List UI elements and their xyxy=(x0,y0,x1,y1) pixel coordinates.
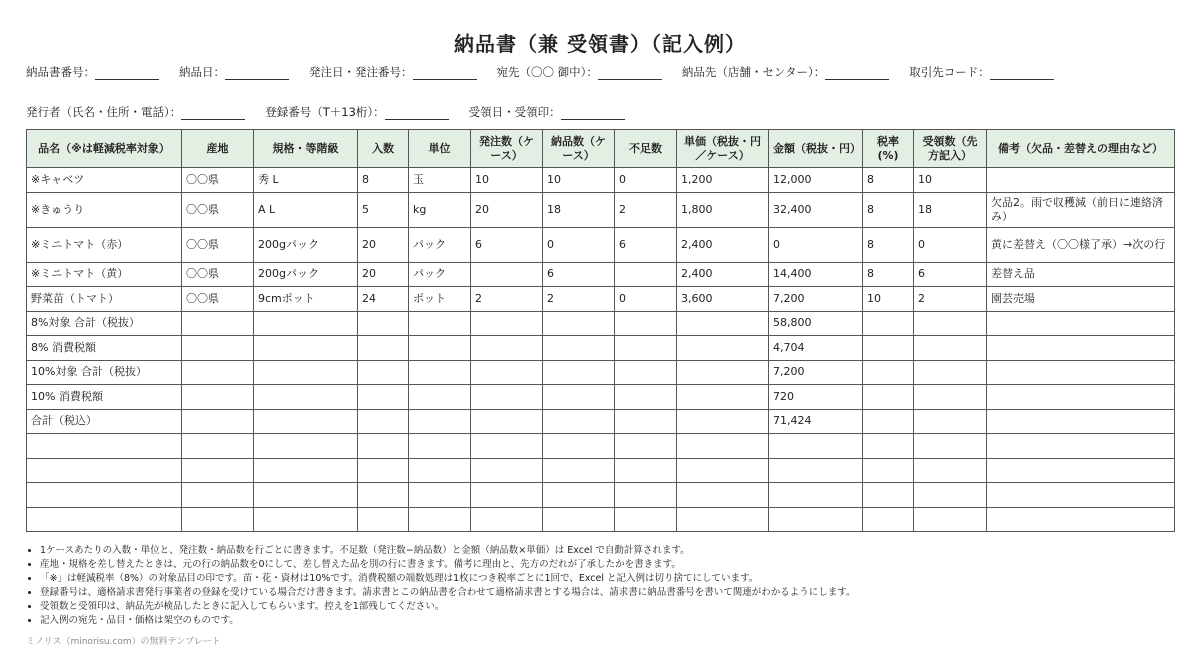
table-cell xyxy=(543,507,615,532)
table-cell xyxy=(677,336,769,361)
table-row xyxy=(27,483,1175,508)
table-cell: パック xyxy=(409,227,471,262)
table-cell xyxy=(182,458,254,483)
table-cell: 10%対象 合計（税抜） xyxy=(27,360,182,385)
table-cell xyxy=(471,336,543,361)
field-3 xyxy=(497,64,662,80)
table-cell xyxy=(863,483,914,508)
table-cell xyxy=(987,311,1175,336)
table-cell xyxy=(769,507,863,532)
table-cell xyxy=(254,336,358,361)
delivery-table xyxy=(26,129,1175,532)
table-cell: 20 xyxy=(358,227,409,262)
table-cell xyxy=(358,458,409,483)
table-cell xyxy=(615,311,677,336)
table-cell xyxy=(615,409,677,434)
table-row xyxy=(27,311,1175,336)
table-cell: 0 xyxy=(543,227,615,262)
field-label: 受領日・受領印： xyxy=(468,105,561,119)
field-4 xyxy=(682,64,889,80)
table-cell: 10 xyxy=(863,287,914,312)
table-cell: kg xyxy=(409,192,471,227)
field-blank[interactable] xyxy=(95,67,159,80)
field-blank[interactable] xyxy=(561,107,625,120)
table-cell: 〇〇県 xyxy=(182,168,254,193)
table-cell xyxy=(27,434,182,459)
table-cell: 差替え品 xyxy=(987,262,1175,287)
footer-credit: ミノリス（minorisu.com）の無料テンプレート xyxy=(26,637,221,647)
table-cell xyxy=(615,360,677,385)
column-header: 入数 xyxy=(358,130,409,168)
table-cell: 14,400 xyxy=(769,262,863,287)
table-cell xyxy=(543,483,615,508)
table-cell: 合計（税込） xyxy=(27,409,182,434)
field-label: 登録番号（T＋13桁）： xyxy=(265,105,385,119)
table-cell xyxy=(677,483,769,508)
table-cell: 18 xyxy=(543,192,615,227)
table-cell: 〇〇県 xyxy=(182,262,254,287)
table-cell xyxy=(358,336,409,361)
table-cell xyxy=(182,385,254,410)
table-cell: 200gパック xyxy=(254,262,358,287)
table-cell: 32,400 xyxy=(769,192,863,227)
table-cell xyxy=(987,507,1175,532)
table-cell xyxy=(677,507,769,532)
table-cell xyxy=(409,360,471,385)
field-1 xyxy=(265,104,448,120)
table-header-row xyxy=(27,130,1175,168)
table-cell xyxy=(254,385,358,410)
table-cell xyxy=(543,458,615,483)
field-blank[interactable] xyxy=(825,67,889,80)
table-cell: 24 xyxy=(358,287,409,312)
table-cell xyxy=(914,483,987,508)
table-cell: 黄に差替え（〇〇様了承）→次の行 xyxy=(987,227,1175,262)
table-cell: 10 xyxy=(914,168,987,193)
table-cell xyxy=(987,385,1175,410)
table-cell: ※キャベツ xyxy=(27,168,182,193)
table-cell: 6 xyxy=(471,227,543,262)
table-cell xyxy=(182,483,254,508)
note-item: • 登録番号は、適格請求書発行事業者の登録を受けている場合だけ書きます。請求書とこの納品書を合わせて適格請求書とする場合は、請求書に納品書番号を書いて関連がわかるようにします。 xyxy=(40,586,1174,600)
table-cell xyxy=(769,483,863,508)
table-cell xyxy=(863,311,914,336)
table-cell: 8 xyxy=(863,168,914,193)
table-cell xyxy=(677,458,769,483)
field-2 xyxy=(309,64,477,80)
table-cell xyxy=(471,385,543,410)
table-cell xyxy=(863,434,914,459)
field-5 xyxy=(909,64,1054,80)
table-cell: ※ミニトマト（黄） xyxy=(27,262,182,287)
table-cell xyxy=(358,409,409,434)
table-cell xyxy=(615,458,677,483)
table-cell: ※ミニトマト（赤） xyxy=(27,227,182,262)
table-cell xyxy=(358,434,409,459)
table-cell: 10 xyxy=(543,168,615,193)
table-row xyxy=(27,192,1175,227)
table-cell xyxy=(409,458,471,483)
table-cell xyxy=(471,434,543,459)
table-cell: 6 xyxy=(914,262,987,287)
table-cell xyxy=(987,409,1175,434)
field-label: 宛先（〇〇 御中）： xyxy=(496,65,598,79)
table-cell: 欠品2。雨で収穫減（前日に連絡済み） xyxy=(987,192,1175,227)
field-label: 納品先（店舗・センター）： xyxy=(681,65,826,79)
table-cell xyxy=(863,360,914,385)
column-header: 備考（欠品・差替えの理由など） xyxy=(987,130,1175,168)
page-title: 納品書（兼 受領書）（記入例） xyxy=(454,32,746,56)
table-cell xyxy=(543,434,615,459)
table-row xyxy=(27,507,1175,532)
table-cell: A L xyxy=(254,192,358,227)
table-cell xyxy=(254,360,358,385)
table-cell xyxy=(182,311,254,336)
table-cell: 2 xyxy=(615,192,677,227)
table-cell xyxy=(677,434,769,459)
table-cell: 200gパック xyxy=(254,227,358,262)
table-row xyxy=(27,227,1175,262)
note-item: • 1ケースあたりの入数・単位と、発注数・納品数を行ごとに書きます。不足数（発注数−納品数）と金額（納品数×単価）は Excel で自動計算されます。 xyxy=(40,544,1174,558)
field-label: 発行者（氏名・住所・電話）： xyxy=(26,105,182,119)
table-cell xyxy=(863,336,914,361)
table-cell xyxy=(543,336,615,361)
note-item: • 記入例の宛先・品目・価格は架空のものです。 xyxy=(40,614,1174,628)
column-header: 不足数 xyxy=(615,130,677,168)
column-header: 納品数（ケース） xyxy=(543,130,615,168)
table-cell: 2,400 xyxy=(677,262,769,287)
table-cell: パック xyxy=(409,262,471,287)
field-0 xyxy=(26,64,159,80)
table-cell: 6 xyxy=(615,227,677,262)
header-fields-row2 xyxy=(26,104,645,120)
table-row xyxy=(27,458,1175,483)
table-cell xyxy=(254,311,358,336)
table-row xyxy=(27,336,1175,361)
table-cell xyxy=(409,507,471,532)
table-cell: 8 xyxy=(863,227,914,262)
table-cell: 8%対象 合計（税抜） xyxy=(27,311,182,336)
table-cell xyxy=(254,483,358,508)
field-label: 納品日： xyxy=(179,65,225,79)
table-cell xyxy=(471,409,543,434)
table-cell xyxy=(409,409,471,434)
column-header: 産地 xyxy=(182,130,254,168)
table-cell: 20 xyxy=(471,192,543,227)
table-cell xyxy=(182,409,254,434)
table-cell xyxy=(27,458,182,483)
table-cell xyxy=(987,360,1175,385)
table-row xyxy=(27,360,1175,385)
table-body xyxy=(27,168,1175,532)
table-cell: 野菜苗（トマト） xyxy=(27,287,182,312)
column-header: 発注数（ケース） xyxy=(471,130,543,168)
table-cell: 71,424 xyxy=(769,409,863,434)
table-cell: 1,200 xyxy=(677,168,769,193)
table-cell xyxy=(987,483,1175,508)
note-item: • 「※」は軽減税率（8%）の対象品目の印です。苗・花・資材は10%です。消費税額の端数処理は1枚につき税率ごとに1回で、Excel と記入例は切り捨てにしています。 xyxy=(40,572,1174,586)
table-cell xyxy=(182,434,254,459)
field-label: 発注日・発注番号： xyxy=(309,65,413,79)
table-cell xyxy=(863,507,914,532)
table-cell xyxy=(914,336,987,361)
table-cell xyxy=(863,458,914,483)
table-cell xyxy=(471,458,543,483)
table-cell xyxy=(543,360,615,385)
table-cell xyxy=(471,507,543,532)
table-cell: ※きゅうり xyxy=(27,192,182,227)
notes-list xyxy=(26,544,1174,628)
table-cell xyxy=(254,458,358,483)
table-cell: 秀 L xyxy=(254,168,358,193)
table-cell xyxy=(769,458,863,483)
table-cell xyxy=(677,409,769,434)
table-cell xyxy=(27,507,182,532)
field-1 xyxy=(179,64,289,80)
field-0 xyxy=(26,104,245,120)
field-blank[interactable] xyxy=(598,67,662,80)
table-cell: 2 xyxy=(914,287,987,312)
table-cell xyxy=(615,507,677,532)
column-header: 税率(%) xyxy=(863,130,914,168)
table-cell xyxy=(543,409,615,434)
table-cell xyxy=(863,385,914,410)
table-cell: 玉 xyxy=(409,168,471,193)
header-fields-row1 xyxy=(26,64,1074,80)
table-cell xyxy=(914,360,987,385)
table-cell: 12,000 xyxy=(769,168,863,193)
field-label: 納品書番号： xyxy=(26,65,95,79)
table-cell xyxy=(987,336,1175,361)
table-cell xyxy=(358,507,409,532)
field-blank[interactable] xyxy=(225,67,289,80)
table-cell xyxy=(409,311,471,336)
table-cell xyxy=(254,409,358,434)
table-cell xyxy=(914,385,987,410)
table-row xyxy=(27,385,1175,410)
table-cell: 8 xyxy=(863,262,914,287)
table-cell xyxy=(182,507,254,532)
table-cell xyxy=(471,262,543,287)
table-row xyxy=(27,434,1175,459)
table-cell: 6 xyxy=(543,262,615,287)
table-cell xyxy=(409,483,471,508)
table-cell xyxy=(254,434,358,459)
table-cell xyxy=(543,311,615,336)
table-cell: 園芸売場 xyxy=(987,287,1175,312)
table-cell xyxy=(182,336,254,361)
table-cell: 0 xyxy=(615,168,677,193)
table-row xyxy=(27,262,1175,287)
table-cell xyxy=(182,360,254,385)
table-cell xyxy=(914,507,987,532)
table-cell: 0 xyxy=(914,227,987,262)
table-cell: 1,800 xyxy=(677,192,769,227)
table-cell xyxy=(358,483,409,508)
table-cell xyxy=(987,434,1175,459)
table-cell xyxy=(543,385,615,410)
table-cell xyxy=(471,483,543,508)
table-cell xyxy=(987,458,1175,483)
table-cell: 4,704 xyxy=(769,336,863,361)
table-row xyxy=(27,409,1175,434)
table-cell: 8% 消費税額 xyxy=(27,336,182,361)
table-cell: 〇〇県 xyxy=(182,227,254,262)
field-blank[interactable] xyxy=(990,67,1054,80)
table-cell: 20 xyxy=(358,262,409,287)
table-cell: 3,600 xyxy=(677,287,769,312)
table-cell xyxy=(914,311,987,336)
field-blank[interactable] xyxy=(413,67,477,80)
column-header: 品名（※は軽減税率対象） xyxy=(27,130,182,168)
table-cell: 7,200 xyxy=(769,287,863,312)
table-cell xyxy=(769,434,863,459)
table-cell xyxy=(615,336,677,361)
table-cell xyxy=(254,507,358,532)
table-cell xyxy=(358,360,409,385)
field-blank[interactable] xyxy=(181,107,245,120)
table-cell xyxy=(914,458,987,483)
note-item: • 受領数と受領印は、納品先が検品したときに記入してもらいます。控えを1部残してください。 xyxy=(40,600,1174,614)
table-cell: 10% 消費税額 xyxy=(27,385,182,410)
table-cell: ポット xyxy=(409,287,471,312)
table-cell xyxy=(863,409,914,434)
table-cell xyxy=(471,311,543,336)
table-cell xyxy=(409,385,471,410)
table-cell xyxy=(615,262,677,287)
field-label: 取引先コード： xyxy=(909,65,990,79)
notes xyxy=(26,544,1174,628)
table-cell: 0 xyxy=(769,227,863,262)
table-cell xyxy=(677,360,769,385)
table-cell: 2 xyxy=(471,287,543,312)
table-cell xyxy=(914,409,987,434)
column-header: 単位 xyxy=(409,130,471,168)
table-cell: 8 xyxy=(358,168,409,193)
table-cell: 10 xyxy=(471,168,543,193)
column-header: 規格・等階級 xyxy=(254,130,358,168)
table-cell: 9cmポット xyxy=(254,287,358,312)
field-2 xyxy=(469,104,625,120)
table-row xyxy=(27,168,1175,193)
table-cell: 720 xyxy=(769,385,863,410)
table-cell: 〇〇県 xyxy=(182,287,254,312)
table-cell xyxy=(615,385,677,410)
note-item: • 産地・規格を差し替えたときは、元の行の納品数を0にして、差し替えた品を別の行に書きます。備考に理由と、先方のだれが了承したかを書きます。 xyxy=(40,558,1174,572)
table-cell xyxy=(27,483,182,508)
table-cell xyxy=(987,168,1175,193)
column-header: 受領数（先方記入） xyxy=(914,130,987,168)
table-cell xyxy=(615,434,677,459)
column-header: 単価（税抜・円／ケース） xyxy=(677,130,769,168)
table-cell xyxy=(471,360,543,385)
table-cell: 2,400 xyxy=(677,227,769,262)
table-cell xyxy=(615,483,677,508)
table-cell xyxy=(677,311,769,336)
table-cell: 5 xyxy=(358,192,409,227)
table-cell xyxy=(409,434,471,459)
table-row xyxy=(27,287,1175,312)
table-cell xyxy=(358,311,409,336)
table-cell xyxy=(677,385,769,410)
table-cell xyxy=(914,434,987,459)
table-cell xyxy=(358,385,409,410)
table-cell xyxy=(409,336,471,361)
table-cell: 〇〇県 xyxy=(182,192,254,227)
table-cell: 58,800 xyxy=(769,311,863,336)
column-header: 金額（税抜・円） xyxy=(769,130,863,168)
table-cell: 18 xyxy=(914,192,987,227)
table-cell: 7,200 xyxy=(769,360,863,385)
table-cell: 2 xyxy=(543,287,615,312)
table-cell: 8 xyxy=(863,192,914,227)
field-blank[interactable] xyxy=(385,107,449,120)
table-cell: 0 xyxy=(615,287,677,312)
